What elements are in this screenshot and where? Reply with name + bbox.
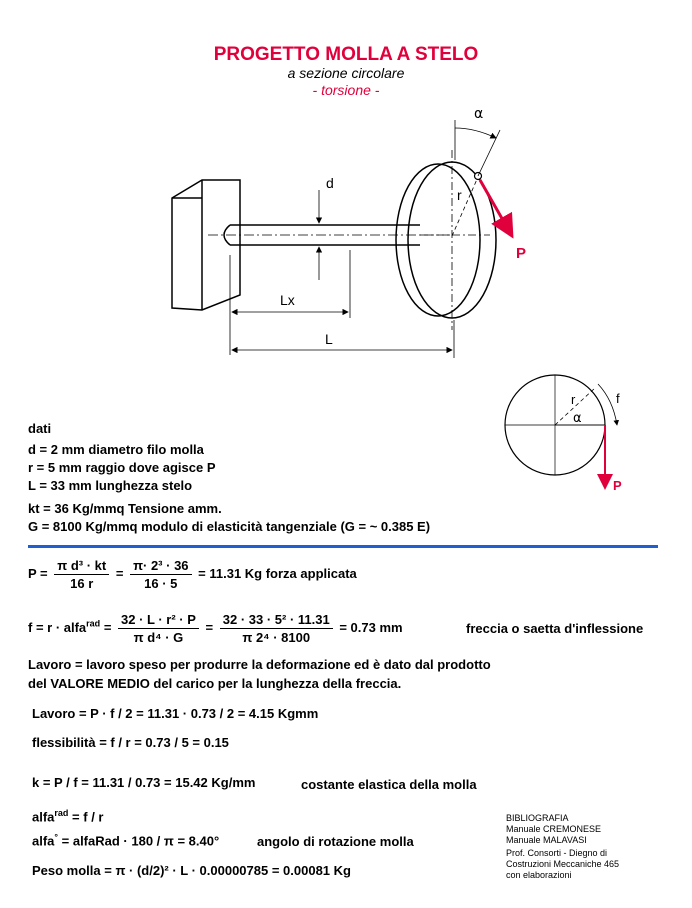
formula-f-lhs: f = r · alfa bbox=[28, 619, 87, 635]
formula-P-eq: = bbox=[115, 565, 124, 581]
alfa-deg-lhs: alfa bbox=[32, 833, 55, 849]
label-d: d bbox=[326, 175, 334, 191]
alfa-rad-lhs: alfa bbox=[32, 809, 55, 825]
formula-f-num2: 32 · 33 · 5² · 11.31 bbox=[220, 612, 333, 629]
formula-f-num1: 32 · L · r² · P bbox=[118, 612, 199, 629]
biblio-line: Manuale CREMONESE bbox=[506, 824, 602, 834]
formula-f-result: = 0.73 mm bbox=[339, 619, 403, 635]
label-alpha: α bbox=[474, 106, 484, 122]
spring-rod-drawing bbox=[0, 0, 692, 400]
dati-line: r = 5 mm raggio dove agisce P bbox=[28, 460, 216, 475]
alfa-deg-rhs: = alfaRad · 180 / π = 8.40° bbox=[61, 833, 220, 849]
formula-f-den2: π 2⁴ · 8100 bbox=[242, 630, 311, 645]
label-r: r bbox=[457, 187, 462, 203]
label-Lx: Lx bbox=[280, 292, 295, 308]
biblio-line: con elaborazioni bbox=[506, 870, 572, 880]
formula-f-eq2: = bbox=[205, 619, 214, 635]
formula-P bbox=[28, 558, 357, 591]
formula-alfa-rad bbox=[32, 808, 103, 824]
circle-label-alpha: α bbox=[573, 411, 582, 426]
formula-peso: Peso molla = π · (d/2)² · L · 0.00000785 = 0.00081 Kg bbox=[32, 863, 351, 878]
label-P: P bbox=[516, 245, 527, 262]
dati-line: kt = 36 Kg/mmq Tensione amm. bbox=[28, 501, 222, 516]
rotation-circle-drawing bbox=[495, 370, 645, 500]
formula-P-den1: 16 r bbox=[70, 576, 94, 591]
page-title: PROGETTO MOLLA A STELO bbox=[213, 44, 479, 65]
page-subtitle: a sezione circolare bbox=[287, 65, 405, 81]
biblio-line: Costruzioni Meccaniche 465 bbox=[506, 859, 620, 869]
formula-f-sup: rad bbox=[86, 618, 101, 629]
formula-P-den2: 16 · 5 bbox=[144, 576, 178, 591]
lavoro-text: Lavoro = lavoro speso per produrre la deformazione ed è dato dal prodotto bbox=[28, 657, 491, 672]
formula-lavoro: Lavoro = P · f / 2 = 11.31 · 0.73 / 2 = 4.15 Kgmm bbox=[32, 706, 319, 721]
alfa-rad-rhs: = f / r bbox=[72, 809, 104, 825]
dati-line: d = 2 mm diametro filo molla bbox=[28, 442, 204, 457]
formula-alfa-deg-desc: angolo di rotazione molla bbox=[257, 834, 414, 849]
alfa-deg-sup: ° bbox=[54, 832, 59, 842]
formula-P-num1: π d³ · kt bbox=[54, 558, 109, 575]
formula-f-den1: π d⁴ · G bbox=[133, 630, 184, 645]
formula-f bbox=[28, 612, 403, 645]
label-L: L bbox=[325, 331, 333, 347]
formula-P-lhs: P = bbox=[28, 565, 48, 581]
formula-P-result: = 11.31 Kg forza applicata bbox=[198, 565, 357, 581]
disc bbox=[396, 162, 496, 318]
page-mode: - torsione - bbox=[312, 82, 380, 98]
biblio-line: Manuale MALAVASI bbox=[506, 835, 587, 845]
bibliography bbox=[506, 813, 619, 881]
dati-line: L = 33 mm lunghezza stelo bbox=[28, 478, 193, 493]
formula-alfa-deg bbox=[32, 832, 219, 848]
alfa-rad-sup: rad bbox=[54, 808, 69, 818]
biblio-line: BIBLIOGRAFIA bbox=[506, 813, 569, 823]
circle-label-r: r bbox=[571, 392, 576, 407]
biblio-line: Prof. Consorti - Diegno di bbox=[506, 848, 608, 858]
formula-f-eq1: = bbox=[103, 619, 112, 635]
formula-k: k = P / f = 11.31 / 0.73 = 15.42 Kg/mm bbox=[32, 775, 256, 790]
formula-f-desc: freccia o saetta d'inflessione bbox=[466, 621, 644, 636]
dati-line: G = 8100 Kg/mmq modulo di elasticità tangenziale (G = ~ 0.385 E) bbox=[28, 519, 431, 534]
formula-flessibilita: flessibilità = f / r = 0.73 / 5 = 0.15 bbox=[32, 735, 229, 750]
dati-heading: dati bbox=[28, 421, 52, 436]
formula-P-num2: π· 2³ · 36 bbox=[130, 558, 191, 575]
circle-label-P: P bbox=[613, 478, 622, 493]
formula-k-desc: costante elastica della molla bbox=[301, 777, 477, 792]
section-divider bbox=[28, 545, 658, 548]
lavoro-text: del VALORE MEDIO del carico per la lunghezza della freccia. bbox=[28, 676, 402, 691]
circle-label-f: f bbox=[616, 391, 620, 406]
